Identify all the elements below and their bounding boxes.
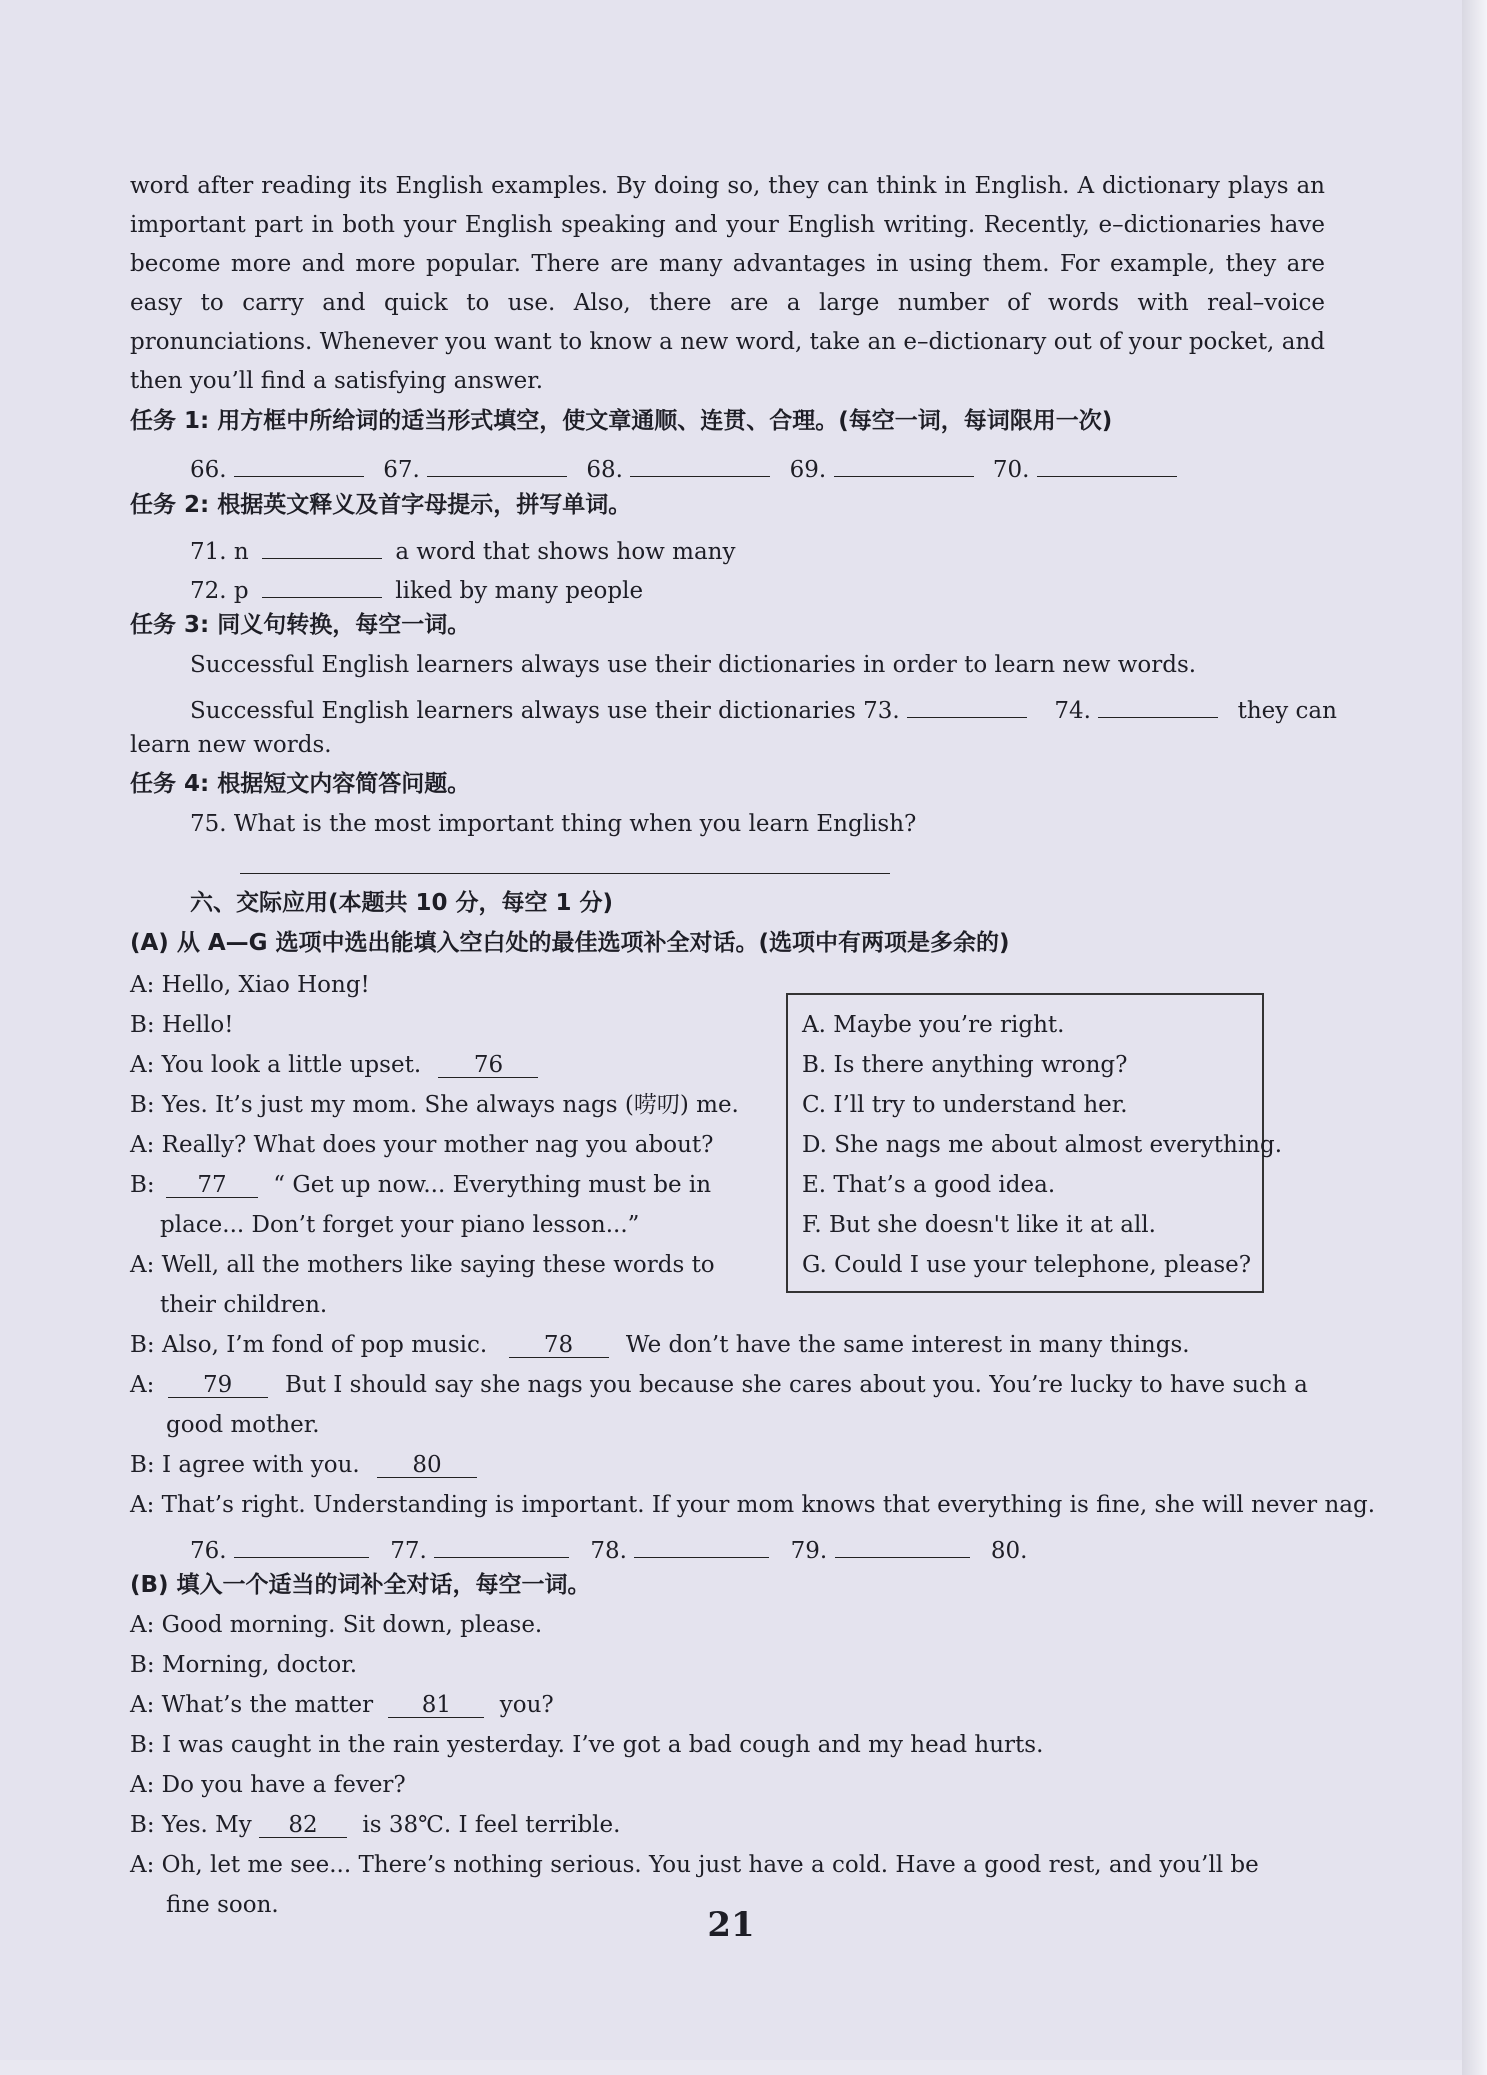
answer-blank-82[interactable]: 82	[259, 1809, 347, 1838]
question-75: 75. What is the most important thing when you learn English?	[190, 811, 917, 837]
dialog-text-end: We don’t have the same interest in many things.	[625, 1332, 1190, 1358]
answer-blank-77[interactable]: 77	[166, 1169, 258, 1198]
dialog-line-11: A: That’s right. Understanding is important. If your mom knows that everything is fine, she will never nag.	[130, 1492, 1375, 1518]
task1-answer-row	[190, 448, 1177, 486]
dialog-line-9-cont: good mother.	[166, 1412, 320, 1438]
dialogB-line-5: A: Do you have a fever?	[130, 1772, 406, 1798]
answer-num-78: 78.	[590, 1538, 627, 1564]
answer-blank-76[interactable]: 76	[438, 1049, 538, 1078]
dialogB-line-7-cont: fine soon.	[166, 1892, 279, 1918]
answer-blank-72[interactable]	[262, 569, 382, 598]
task3-title: 任务 3: 同义句转换，每空一词。	[130, 612, 471, 638]
option-e: E. That’s a good idea.	[802, 1172, 1056, 1198]
dialog-speaker: A:	[130, 1372, 155, 1398]
answer-blank-66[interactable]	[234, 448, 364, 477]
answer-line-79[interactable]	[835, 1529, 970, 1558]
answer-num-80: 80.	[990, 1538, 1028, 1564]
dialog-text: “ Get up now... Everything must be in	[273, 1172, 712, 1198]
dialog-line-7-cont: their children.	[160, 1292, 328, 1318]
dialogB-line-1: A: Good morning. Sit down, please.	[130, 1612, 543, 1638]
dialog-line-4: B: Yes. It’s just my mom. She always nags (唠叨) me.	[130, 1092, 739, 1118]
question-72	[190, 569, 643, 607]
dialog-line-5: A: Really? What does your mother nag you about?	[130, 1132, 714, 1158]
task2-title: 任务 2: 根据英文释义及首字母提示，拼写单词。	[130, 492, 632, 518]
partA-title: (A) 从 A—G 选项中选出能填入空白处的最佳选项补全对话。(选项中有两项是多余的)	[130, 930, 1010, 956]
option-f: F. But she doesn't like it at all.	[802, 1212, 1156, 1238]
answer-num-79: 79.	[790, 1538, 828, 1564]
dialog-text-end: is 38℃. I feel terrible.	[362, 1812, 621, 1838]
option-d: D. She nags me about almost everything.	[802, 1132, 1283, 1158]
answer-num-67: 67.	[383, 457, 420, 483]
dialog-line-2: B: Hello!	[130, 1012, 234, 1038]
answer-blank-69[interactable]	[834, 448, 974, 477]
rewrite-text-end: they can	[1237, 698, 1337, 724]
dialogB-line-4: B: I was caught in the rain yesterday. I’ve got a bad cough and my head hurts.	[130, 1732, 1044, 1758]
dialog-line-3	[130, 1049, 538, 1081]
rewrite-num-74: 74.	[1054, 698, 1091, 724]
dialog-text: B: I agree with you.	[130, 1452, 360, 1478]
question-71	[190, 530, 736, 568]
dialog-text: But I should say she nags you because she cares about you. You’re lucky to have such a	[284, 1372, 1308, 1398]
answer-blank-78[interactable]: 78	[509, 1329, 609, 1358]
q72-num: 72. p	[190, 578, 249, 604]
answer-blank-70[interactable]	[1037, 448, 1177, 477]
dialog-text: B: Yes. My	[130, 1812, 252, 1838]
partB-title: (B) 填入一个适当的词补全对话，每空一词。	[130, 1572, 591, 1598]
answer-num-68: 68.	[586, 457, 623, 483]
option-b: B. Is there anything wrong?	[802, 1052, 1128, 1078]
dialog-line-6	[130, 1169, 711, 1201]
dialog-speaker: B:	[130, 1172, 155, 1198]
answer-blank-68[interactable]	[630, 448, 770, 477]
answer-num-66: 66.	[190, 457, 227, 483]
q71-text: a word that shows how many	[395, 539, 736, 565]
answer-blank-71[interactable]	[262, 530, 382, 559]
options-box	[786, 993, 1283, 1293]
task1-title: 任务 1: 用方框中所给词的适当形式填空，使文章通顺、连贯、合理。(每空一词，每词限用一次)	[130, 408, 1113, 434]
answer-blank-81[interactable]: 81	[388, 1689, 484, 1718]
dialog-line-1: A: Hello, Xiao Hong!	[130, 972, 370, 998]
answer-blank-67[interactable]	[427, 448, 567, 477]
task3-sentence: Successful English learners always use their dictionaries in order to learn new words.	[190, 652, 1197, 678]
dialogB-line-2: B: Morning, doctor.	[130, 1652, 358, 1678]
rewrite-text: Successful English learners always use their dictionaries 73.	[190, 698, 900, 724]
dialog-line-7: A: Well, all the mothers like saying these words to	[130, 1252, 715, 1278]
answer-num-76: 76.	[190, 1538, 227, 1564]
page-edge	[1462, 0, 1487, 2075]
task3-rewrite-cont: learn new words.	[130, 732, 332, 758]
dialog-text: A: What’s the matter	[130, 1692, 374, 1718]
dialogB-line-7: A: Oh, let me see... There’s nothing serious. You just have a cold. Have a good rest, and you’ll be	[130, 1852, 1259, 1878]
answer-blank-79[interactable]: 79	[168, 1369, 268, 1398]
answer-blank-74[interactable]	[1098, 689, 1218, 718]
option-a: A. Maybe you’re right.	[802, 1012, 1065, 1038]
option-c: C. I’ll try to understand her.	[802, 1092, 1128, 1118]
dialog-text-end: you?	[499, 1692, 554, 1718]
answer-line-77[interactable]	[434, 1529, 569, 1558]
answer-blank-80[interactable]: 80	[377, 1449, 477, 1478]
answer-blank-73[interactable]	[907, 689, 1027, 718]
task4-title: 任务 4: 根据短文内容简答问题。	[130, 771, 471, 797]
dialogB-line-3	[130, 1689, 554, 1721]
dialog-line-10	[130, 1449, 477, 1481]
task3-rewrite	[190, 689, 1337, 727]
q71-num: 71. n	[190, 539, 249, 565]
answer-num-77: 77.	[390, 1538, 427, 1564]
option-g: G. Could I use your telephone, please?	[802, 1252, 1252, 1278]
dialog-line-6-cont: place... Don’t forget your piano lesson...”	[160, 1212, 640, 1238]
dialogB-line-6	[130, 1809, 620, 1841]
answer-num-69: 69.	[789, 457, 827, 483]
answer-line-78[interactable]	[634, 1529, 769, 1558]
answer-line-76[interactable]	[234, 1529, 369, 1558]
page-number: 21	[707, 1905, 755, 1945]
q72-text: liked by many people	[395, 578, 644, 604]
partA-answer-row	[190, 1529, 1027, 1567]
section6-title: 六、交际应用(本题共 10 分，每空 1 分)	[190, 890, 614, 916]
dialog-line-9	[130, 1369, 1308, 1401]
dialog-text: A: You look a little upset.	[130, 1052, 422, 1078]
dialog-line-8	[130, 1329, 1190, 1361]
answer-blank-75[interactable]	[240, 845, 890, 874]
dialog-text: B: Also, I’m fond of pop music.	[130, 1332, 488, 1358]
answer-num-70: 70.	[992, 457, 1030, 483]
reading-passage: word after reading its English examples. By doing so, they can think in English. A dictionary plays an important part in both your English speaking and your English writing. Recently, e–dictionaries have become more and more popular. There are many advantages in using them. For example, they are easy to carry and quick to use. Also, there are a large number of words with real–voice pronunciations. Whenever you want to know a new word, take an e–dictionary out of your pocket, and then you’ll find a satisfying answer.	[130, 173, 1325, 394]
